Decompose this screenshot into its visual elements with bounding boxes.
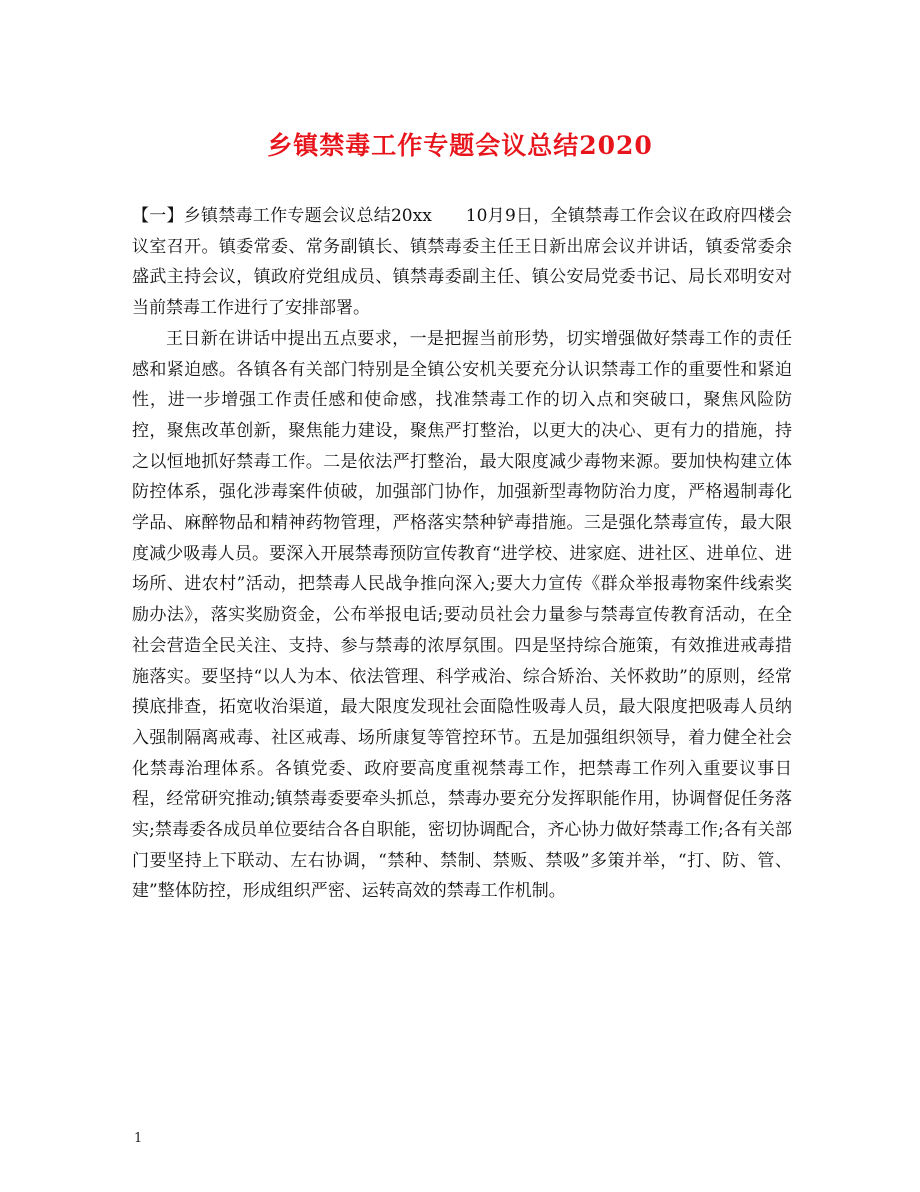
paragraph-intro (132, 201, 792, 324)
document-body (132, 201, 792, 907)
paragraph-intro-lead: 【一】乡镇禁毒工作专题会议总结20xx (132, 206, 432, 226)
document-title: 乡镇禁毒工作专题会议总结2020 (267, 131, 653, 160)
paragraph-requirements: 王日新在讲话中提出五点要求，一是把握当前形势，切实增强做好禁毒工作的责任感和紧迫感。各镇各有关部门特别是全镇公安机关要充分认识禁毒工作的重要性和紧迫性，进一步增强工作责任感和使命感，找准禁毒工作的切入点和突破口，聚焦风险防控，聚焦改革创新，聚焦能力建设，聚焦严打整治，以更大的决心、更有力的措施，持之以恒地抓好禁毒工作。二是依法严打整治，最大限度减少毒物来源。要加快构建立体防控体系，强化涉毒案件侦破，加强部门协作，加强新型毒物防治力度，严格遏制毒化学品、麻醉物品和精神药物管理，严格落实禁种铲毒措施。三是强化禁毒宣传，最大限度减少吸毒人员。要深入开展禁毒预防宣传教育“进学校、进家庭、进社区、进单位、进场所、进农村”活动，把禁毒人民战争推向深入;要大力宣传《群众举报毒物案件线索奖励办法》，落实奖励资金，公布举报电话;要动员社会力量参与禁毒宣传教育活动，在全社会营造全民关注、支持、参与禁毒的浓厚氛围。四是坚持综合施策，有效推进戒毒措施落实。要坚持“以人为本、依法管理、科学戒治、综合矫治、关怀救助”的原则，经常摸底排查，拓宽收治渠道，最大限度发现社会面隐性吸毒人员，最大限度把吸毒人员纳入强制隔离戒毒、社区戒毒、场所康复等管控环节。五是加强组织领导，着力健全社会化禁毒治理体系。各镇党委、政府要高度重视禁毒工作，把禁毒工作列入重要议事日程，经常研究推动;镇禁毒委要牵头抓总，禁毒办要充分发挥职能作用，协调督促任务落实;禁毒委各成员单位要结合各自职能，密切协调配合，齐心协力做好禁毒工作;各有关部门要坚持上下联动、左右协调，“禁种、禁制、禁贩、禁吸”多策并举，“打、防、管、建”整体防控，形成组织严密、运转高效的禁毒工作机制。 (132, 328, 792, 902)
page-number: 1 (134, 1131, 143, 1146)
paragraph-intro-text: 10月9日，全镇禁毒工作会议在政府四楼会议室召开。镇委常委、常务副镇长、镇禁毒委主任王日新出席会议并讲话，镇委常委余盛武主持会议，镇政府党组成员、镇禁毒委副主任、镇公安局党委书记、局长邓明安对当前禁毒工作进行了安排部署。 (132, 206, 792, 319)
